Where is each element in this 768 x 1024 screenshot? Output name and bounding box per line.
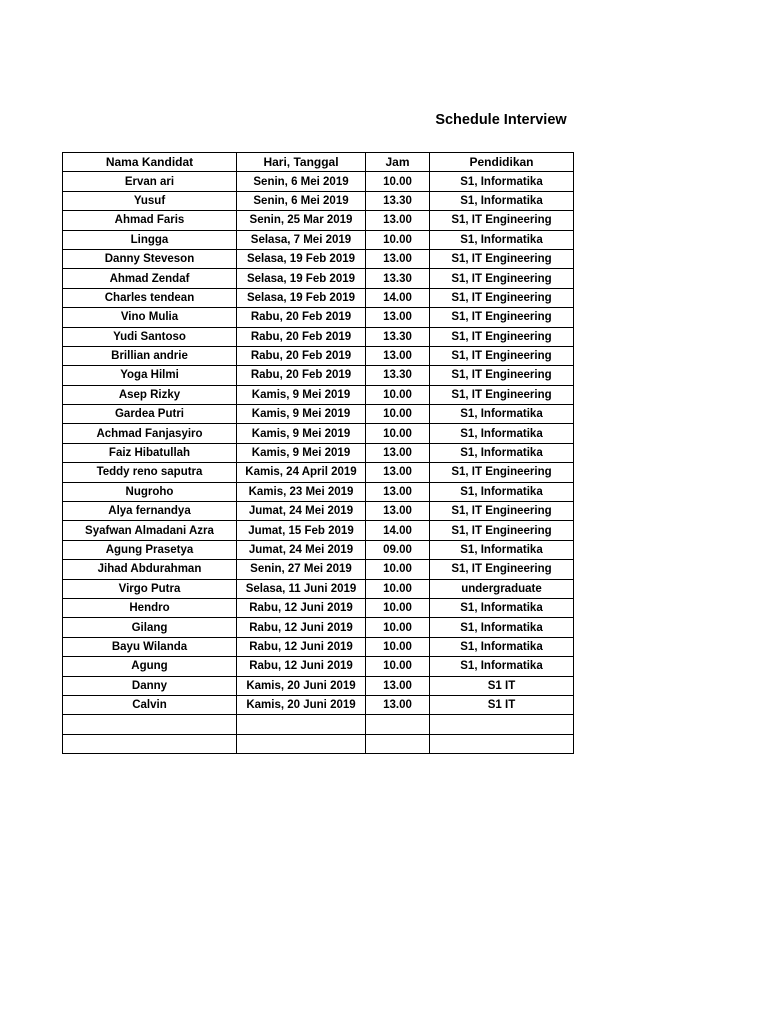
cell-pendidikan: S1, IT Engineering [430, 560, 574, 579]
cell-hari-tanggal: Senin, 27 Mei 2019 [237, 560, 366, 579]
cell-hari-tanggal: Senin, 6 Mei 2019 [237, 191, 366, 210]
cell-jam: 13.00 [366, 482, 430, 501]
table-row [63, 191, 574, 210]
cell-nama-kandidat: Brillian andrie [63, 346, 237, 365]
cell-pendidikan: S1, IT Engineering [430, 366, 574, 385]
cell-pendidikan: S1, Informatika [430, 637, 574, 656]
cell-jam [366, 715, 430, 734]
cell-hari-tanggal: Rabu, 12 Juni 2019 [237, 637, 366, 656]
table-row [63, 269, 574, 288]
table-row [63, 230, 574, 249]
cell-nama-kandidat: Agung Prasetya [63, 540, 237, 559]
cell-pendidikan: S1, IT Engineering [430, 385, 574, 404]
cell-hari-tanggal: Senin, 25 Mar 2019 [237, 211, 366, 230]
cell-hari-tanggal: Rabu, 20 Feb 2019 [237, 327, 366, 346]
table-row [63, 327, 574, 346]
table-row [63, 211, 574, 230]
table-body [63, 172, 574, 754]
table-row [63, 540, 574, 559]
cell-jam: 10.00 [366, 560, 430, 579]
cell-nama-kandidat: Danny Steveson [63, 249, 237, 268]
cell-nama-kandidat: Vino Mulia [63, 308, 237, 327]
cell-jam: 09.00 [366, 540, 430, 559]
cell-hari-tanggal [237, 715, 366, 734]
cell-hari-tanggal: Kamis, 23 Mei 2019 [237, 482, 366, 501]
table-row [63, 502, 574, 521]
cell-pendidikan [430, 734, 574, 753]
cell-pendidikan: S1, Informatika [430, 657, 574, 676]
cell-pendidikan: S1, IT Engineering [430, 502, 574, 521]
cell-jam [366, 734, 430, 753]
cell-hari-tanggal: Selasa, 19 Feb 2019 [237, 269, 366, 288]
table-row [63, 172, 574, 191]
table-row [63, 560, 574, 579]
cell-nama-kandidat: Syafwan Almadani Azra [63, 521, 237, 540]
cell-hari-tanggal: Rabu, 20 Feb 2019 [237, 308, 366, 327]
page-title: Schedule Interview [435, 112, 567, 128]
cell-pendidikan: S1, Informatika [430, 230, 574, 249]
cell-nama-kandidat: Lingga [63, 230, 237, 249]
table-row [63, 734, 574, 753]
cell-nama-kandidat: Yoga Hilmi [63, 366, 237, 385]
cell-pendidikan: S1, IT Engineering [430, 288, 574, 307]
table-row [63, 443, 574, 462]
cell-hari-tanggal: Jumat, 24 Mei 2019 [237, 502, 366, 521]
table-row [63, 385, 574, 404]
cell-nama-kandidat: Ahmad Faris [63, 211, 237, 230]
table-row [63, 579, 574, 598]
cell-pendidikan: S1 IT [430, 695, 574, 714]
cell-nama-kandidat: Nugroho [63, 482, 237, 501]
cell-pendidikan: S1, IT Engineering [430, 308, 574, 327]
cell-hari-tanggal: Jumat, 15 Feb 2019 [237, 521, 366, 540]
cell-hari-tanggal: Jumat, 24 Mei 2019 [237, 540, 366, 559]
header-row [63, 153, 574, 172]
cell-nama-kandidat: Charles tendean [63, 288, 237, 307]
cell-hari-tanggal: Rabu, 12 Juni 2019 [237, 657, 366, 676]
cell-jam: 10.00 [366, 172, 430, 191]
cell-pendidikan: S1, Informatika [430, 191, 574, 210]
cell-nama-kandidat: Hendro [63, 598, 237, 617]
cell-nama-kandidat: Ahmad Zendaf [63, 269, 237, 288]
header-hari-tanggal: Hari, Tanggal [237, 153, 366, 172]
table-row [63, 521, 574, 540]
cell-hari-tanggal: Kamis, 9 Mei 2019 [237, 443, 366, 462]
header-nama-kandidat: Nama Kandidat [63, 153, 237, 172]
cell-pendidikan: S1, Informatika [430, 540, 574, 559]
table-row [63, 366, 574, 385]
cell-nama-kandidat: Virgo Putra [63, 579, 237, 598]
table-row [63, 308, 574, 327]
cell-hari-tanggal: Kamis, 9 Mei 2019 [237, 405, 366, 424]
cell-jam: 10.00 [366, 598, 430, 617]
table-row [63, 695, 574, 714]
cell-jam: 13.30 [366, 366, 430, 385]
cell-pendidikan: S1, IT Engineering [430, 521, 574, 540]
table-row [63, 424, 574, 443]
table-row [63, 346, 574, 365]
cell-nama-kandidat: Agung [63, 657, 237, 676]
cell-jam: 13.00 [366, 211, 430, 230]
cell-hari-tanggal: Senin, 6 Mei 2019 [237, 172, 366, 191]
cell-nama-kandidat: Gilang [63, 618, 237, 637]
cell-nama-kandidat: Yudi Santoso [63, 327, 237, 346]
cell-pendidikan: undergraduate [430, 579, 574, 598]
cell-jam: 13.00 [366, 346, 430, 365]
cell-nama-kandidat: Calvin [63, 695, 237, 714]
table-row [63, 715, 574, 734]
cell-nama-kandidat: Bayu Wilanda [63, 637, 237, 656]
cell-nama-kandidat [63, 734, 237, 753]
cell-hari-tanggal: Selasa, 19 Feb 2019 [237, 288, 366, 307]
table-row [63, 618, 574, 637]
cell-jam: 13.00 [366, 443, 430, 462]
cell-jam: 13.30 [366, 327, 430, 346]
cell-hari-tanggal: Kamis, 20 Juni 2019 [237, 676, 366, 695]
cell-hari-tanggal: Kamis, 9 Mei 2019 [237, 385, 366, 404]
cell-jam: 13.00 [366, 676, 430, 695]
cell-pendidikan: S1, Informatika [430, 405, 574, 424]
cell-pendidikan: S1, IT Engineering [430, 463, 574, 482]
cell-jam: 14.00 [366, 521, 430, 540]
cell-hari-tanggal: Rabu, 12 Juni 2019 [237, 618, 366, 637]
cell-pendidikan: S1, IT Engineering [430, 211, 574, 230]
cell-jam: 10.00 [366, 657, 430, 676]
cell-pendidikan: S1, Informatika [430, 443, 574, 462]
cell-pendidikan: S1, IT Engineering [430, 249, 574, 268]
cell-nama-kandidat [63, 715, 237, 734]
cell-nama-kandidat: Achmad Fanjasyiro [63, 424, 237, 443]
cell-jam: 13.30 [366, 269, 430, 288]
table-row [63, 657, 574, 676]
cell-jam: 10.00 [366, 405, 430, 424]
cell-pendidikan: S1, Informatika [430, 172, 574, 191]
cell-nama-kandidat: Yusuf [63, 191, 237, 210]
cell-hari-tanggal: Kamis, 24 April 2019 [237, 463, 366, 482]
header-pendidikan: Pendidikan [430, 153, 574, 172]
cell-jam: 13.30 [366, 191, 430, 210]
cell-nama-kandidat: Alya fernandya [63, 502, 237, 521]
table-header [63, 153, 574, 172]
cell-pendidikan: S1, IT Engineering [430, 346, 574, 365]
cell-pendidikan: S1 IT [430, 676, 574, 695]
cell-jam: 13.00 [366, 249, 430, 268]
cell-nama-kandidat: Ervan ari [63, 172, 237, 191]
table-row [63, 288, 574, 307]
cell-jam: 13.00 [366, 502, 430, 521]
table-row [63, 482, 574, 501]
cell-nama-kandidat: Danny [63, 676, 237, 695]
cell-pendidikan: S1, IT Engineering [430, 269, 574, 288]
cell-pendidikan: S1, Informatika [430, 598, 574, 617]
cell-hari-tanggal: Selasa, 19 Feb 2019 [237, 249, 366, 268]
cell-pendidikan [430, 715, 574, 734]
cell-hari-tanggal: Kamis, 20 Juni 2019 [237, 695, 366, 714]
cell-hari-tanggal: Rabu, 12 Juni 2019 [237, 598, 366, 617]
cell-hari-tanggal: Kamis, 9 Mei 2019 [237, 424, 366, 443]
header-jam: Jam [366, 153, 430, 172]
cell-jam: 10.00 [366, 618, 430, 637]
cell-hari-tanggal [237, 734, 366, 753]
table-row [63, 249, 574, 268]
table-row [63, 463, 574, 482]
table-row [63, 598, 574, 617]
table-row [63, 676, 574, 695]
interview-schedule-table [62, 152, 574, 754]
cell-pendidikan: S1, IT Engineering [430, 327, 574, 346]
cell-nama-kandidat: Gardea Putri [63, 405, 237, 424]
cell-hari-tanggal: Rabu, 20 Feb 2019 [237, 366, 366, 385]
cell-jam: 13.00 [366, 463, 430, 482]
cell-nama-kandidat: Teddy reno saputra [63, 463, 237, 482]
cell-pendidikan: S1, Informatika [430, 618, 574, 637]
cell-jam: 13.00 [366, 308, 430, 327]
cell-pendidikan: S1, Informatika [430, 482, 574, 501]
cell-pendidikan: S1, Informatika [430, 424, 574, 443]
cell-jam: 14.00 [366, 288, 430, 307]
cell-hari-tanggal: Selasa, 7 Mei 2019 [237, 230, 366, 249]
cell-jam: 10.00 [366, 579, 430, 598]
cell-nama-kandidat: Asep Rizky [63, 385, 237, 404]
cell-hari-tanggal: Selasa, 11 Juni 2019 [237, 579, 366, 598]
cell-jam: 10.00 [366, 230, 430, 249]
table-row [63, 637, 574, 656]
cell-jam: 10.00 [366, 424, 430, 443]
cell-jam: 10.00 [366, 637, 430, 656]
table-row [63, 405, 574, 424]
cell-jam: 10.00 [366, 385, 430, 404]
cell-nama-kandidat: Jihad Abdurahman [63, 560, 237, 579]
cell-jam: 13.00 [366, 695, 430, 714]
cell-nama-kandidat: Faiz Hibatullah [63, 443, 237, 462]
cell-hari-tanggal: Rabu, 20 Feb 2019 [237, 346, 366, 365]
